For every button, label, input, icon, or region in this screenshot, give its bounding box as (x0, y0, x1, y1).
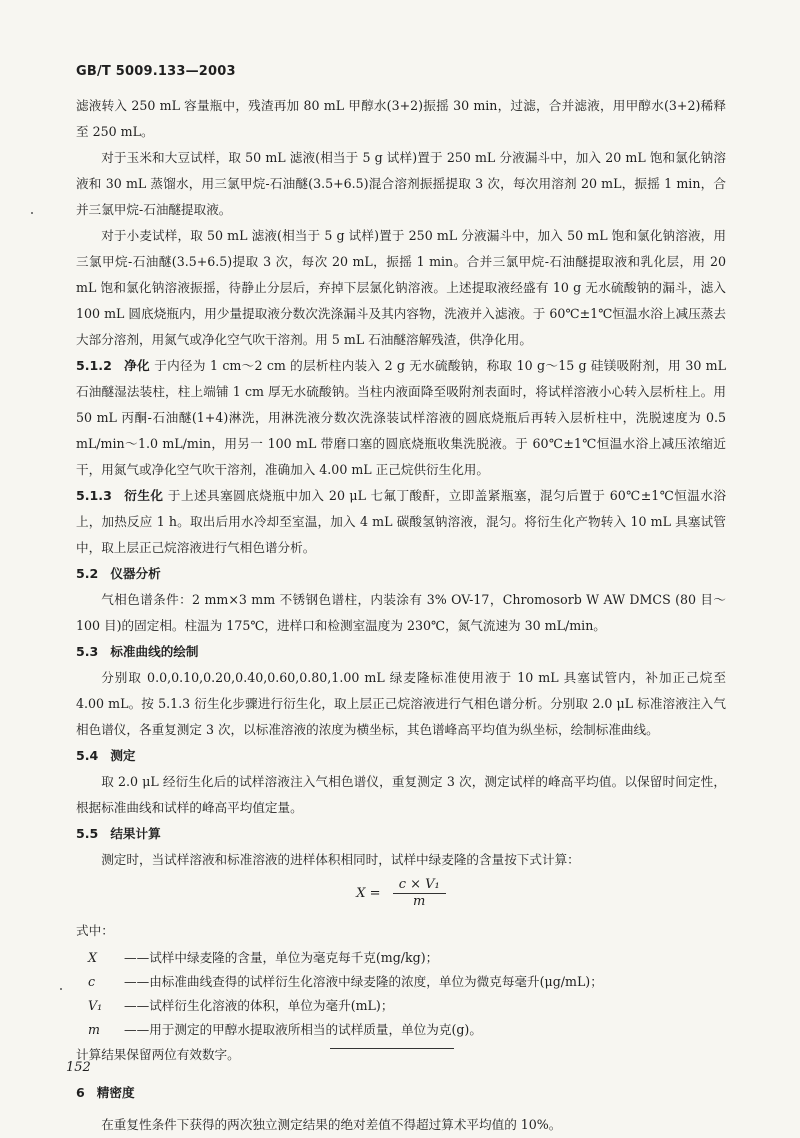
section-5-5-text: 测定时，当试样溶液和标准溶液的进样体积相同时，试样中绿麦隆的含量按下式计算： (101, 852, 580, 867)
variable-definitions (76, 946, 726, 1042)
footer-divider (330, 1048, 454, 1049)
section-5-2-text: 气相色谱条件：2 mm×3 mm 不锈钢色谱柱，内装涂有 3% OV-17，Chromosorb W AW DMCS (80 目～100 目)的固定相。柱温为 175℃，进样口和检测室温度为 230℃，氮气流速为 30 mL/min。 (76, 592, 726, 633)
formula-fraction (393, 877, 446, 910)
section-title: 衍生化 (123, 488, 164, 503)
page-body (76, 93, 726, 1138)
section-title: 精密度 (96, 1085, 135, 1100)
definition-symbol: c (88, 974, 96, 989)
calculation-formula (76, 877, 726, 910)
standard-number-header: GB/T 5009.133—2003 (76, 64, 236, 79)
definition-row (76, 1018, 726, 1042)
section-title: 仪器分析 (110, 566, 161, 581)
section-text: 于上述具塞圆底烧瓶中加入 20 μL 七氟丁酸酐，立即盖紧瓶塞，混匀后置于 60℃±1℃恒温水浴上，加热反应 1 h。取出后用水冷却至室温，加入 4 mL 碳酸氢钠溶液，混匀。将衍生化产物转入 10 mL 具塞试管中，取上层正己烷溶液进行气相色谱分析。 (76, 488, 726, 555)
section-number: 5.2 (76, 566, 99, 581)
section-text: 于内径为 1 cm～2 cm 的层析柱内装入 2 g 无水硫酸钠，称取 10 g～15 g 硅镁吸附剂，用 30 mL 石油醚湿法装柱，柱上端铺 1 cm 厚无水硫酸钠。当柱内液面降至吸附剂表面时，将试样溶液小心转入层析柱上。用 50 mL 丙酮-石油醚(1+4)淋洗，用淋洗液分数次洗涤装试样溶液的圆底烧瓶后再转入层析柱中，洗脱速度为 0.5 mL/min～1.0 mL/min，用另一 100 mL 带磨口塞的圆底烧瓶收集洗脱液。于 60℃±1℃恒温水浴上减压浓缩近干，用氮气或净化空气吹干溶剂，准确加入 4.00 mL 正己烷供衍生化用。 (76, 358, 726, 477)
definition-row (76, 970, 726, 994)
section-title: 结果计算 (110, 826, 161, 841)
section-6-heading (76, 1080, 726, 1106)
formula-lhs: X = (356, 886, 381, 901)
definition-row (76, 994, 726, 1018)
section-5-1-2 (76, 353, 726, 483)
section-5-3-heading (76, 639, 726, 665)
section-6-text: 在重复性条件下获得的两次独立测定结果的绝对差值不得超过算术平均值的 10%。 (101, 1117, 562, 1132)
definition-text: ——试样中绿麦隆的含量，单位为毫克每千克(mg/kg)； (124, 950, 439, 965)
section-title: 测定 (110, 748, 136, 763)
section-number: 5.4 (76, 748, 99, 763)
definition-text: ——试样衍生化溶液的体积，单位为毫升(mL)； (124, 998, 394, 1013)
section-title: 净化 (123, 358, 150, 373)
paragraph-corn-soybean: 对于玉米和大豆试样，取 50 mL 滤液(相当于 5 g 试样)置于 250 mL 分液漏斗中，加入 20 mL 饱和氯化钠溶液和 30 mL 蒸馏水，用三氯甲烷-石油醚(3.5+6.5)混合溶剂振摇提取 3 次，每次用溶剂 20 mL，振摇 1 min，合并三氯甲烷-石油醚提取液。 (76, 150, 726, 217)
definition-symbol: m (88, 1022, 100, 1037)
formula-where-label: 式中： (76, 923, 114, 938)
paragraph-wheat: 对于小麦试样，取 50 mL 滤液(相当于 5 g 试样)置于 250 mL 分液漏斗中，加入 50 mL 饱和氯化钠溶液，用三氯甲烷-石油醚(3.5+6.5)提取 3 次，每次 20 mL，振摇 1 min。合并三氯甲烷-石油醚提取液和乳化层，用 20 mL 饱和氯化钠溶液振摇，待静止分层后，弃掉下层氯化钠溶液。上述提取液经盛有 10 g 无水硫酸钠的漏斗，滤入 100 mL 圆底烧瓶内，用少量提取液分数次洗涤漏斗及其内容物，洗液并入滤液。于 60℃±1℃恒温水浴上减压蒸去大部分溶剂，用氮气或净化空气吹干溶剂。用 5 mL 石油醚溶解残渣，供净化用。 (76, 228, 726, 347)
definition-text: ——用于测定的甲醇水提取液所相当的试样质量，单位为克(g)。 (124, 1022, 482, 1037)
formula-denominator: m (413, 894, 426, 909)
formula-numerator: c × V₁ (393, 877, 446, 894)
result-precision-note: 计算结果保留两位有效数字。 (76, 1047, 240, 1062)
section-number: 6 (76, 1085, 85, 1100)
section-5-2-heading (76, 561, 726, 587)
definition-row (76, 946, 726, 970)
section-5-1-3 (76, 483, 726, 561)
section-number: 5.3 (76, 644, 99, 659)
section-5-3-text: 分别取 0.0,0.10,0.20,0.40,0.60,0.80,1.00 mL 绿麦隆标准使用液于 10 mL 具塞试管内，补加正己烷至 4.00 mL。按 5.1.3 衍生化步骤进行衍生化，取上层正己烷溶液进行气相色谱分析。分别取 2.0 μL 标准溶液注入气相色谱仪，各重复测定 3 次，以标准溶液的浓度为横坐标，其色谱峰高平均值为纵坐标，绘制标准曲线。 (76, 670, 726, 737)
definition-text: ——由标准曲线查得的试样衍生化溶液中绿麦隆的浓度，单位为微克每毫升(μg/mL)； (124, 974, 603, 989)
definition-symbol: V₁ (88, 998, 103, 1013)
section-5-4-text: 取 2.0 μL 经衍生化后的试样溶液注入气相色谱仪，重复测定 3 次，测定试样的峰高平均值。以保留时间定性，根据标准曲线和试样的峰高平均值定量。 (76, 774, 726, 815)
paragraph-filtrate: 滤液转入 250 mL 容量瓶中，残渣再加 80 mL 甲醇水(3+2)振摇 30 min，过滤，合并滤液，用甲醇水(3+2)稀释至 250 mL。 (76, 98, 726, 139)
section-5-5-heading (76, 821, 726, 847)
page-number: 152 (66, 1060, 91, 1075)
section-title: 标准曲线的绘制 (110, 644, 199, 659)
scan-speck (60, 988, 62, 990)
section-number: 5.5 (76, 826, 99, 841)
section-5-4-heading (76, 743, 726, 769)
section-number: 5.1.3 (76, 488, 112, 503)
scan-speck (31, 212, 33, 214)
section-number: 5.1.2 (76, 358, 112, 373)
definition-symbol: X (88, 950, 97, 965)
